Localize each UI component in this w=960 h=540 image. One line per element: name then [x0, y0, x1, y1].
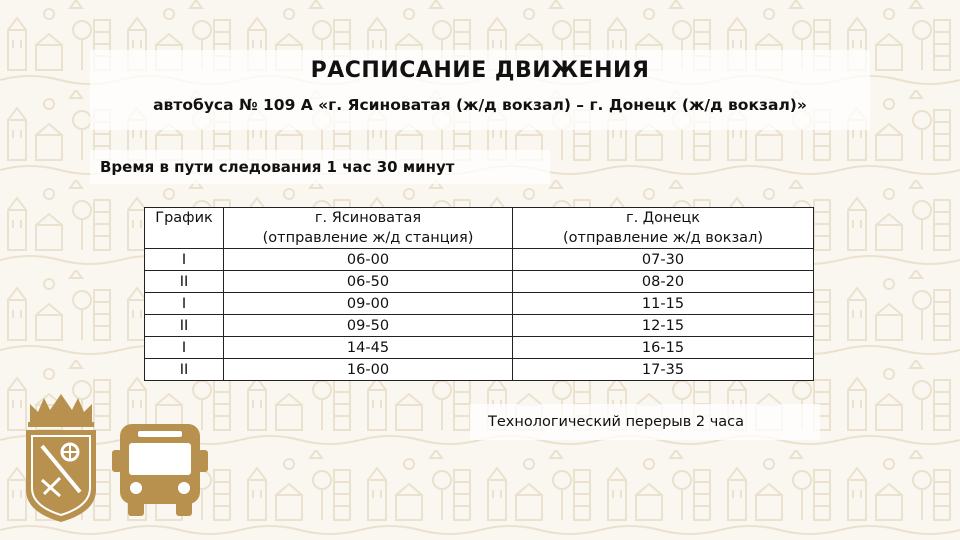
table-row — [145, 337, 814, 359]
schedule-table — [144, 207, 814, 381]
table-row — [145, 249, 814, 271]
travel-time: Время в пути следования 1 час 30 минут — [100, 158, 455, 176]
cell-from: 06-50 — [224, 271, 513, 293]
table-row — [145, 271, 814, 293]
table-header-row — [145, 208, 814, 249]
route-subtitle: автобуса № 109 А «г. Ясиноватая (ж/д вокзал) – г. Донецк (ж/д вокзал)» — [153, 96, 807, 114]
header-donetsk: г. Донецк (отправление ж/д вокзал) — [513, 208, 814, 249]
cell-from: 16-00 — [224, 359, 513, 381]
cell-schedule: II — [145, 359, 224, 381]
cell-schedule: I — [145, 293, 224, 315]
header-yasinovataya: г. Ясиноватая (отправление ж/д станция) — [224, 208, 513, 249]
cell-to: 12-15 — [513, 315, 814, 337]
cell-schedule: II — [145, 315, 224, 337]
city-emblem-icon — [20, 394, 102, 524]
bus-icon — [112, 424, 208, 518]
table-row — [145, 293, 814, 315]
cell-from: 09-00 — [224, 293, 513, 315]
cell-to: 08-20 — [513, 271, 814, 293]
cell-schedule: I — [145, 337, 224, 359]
table-row — [145, 359, 814, 381]
header-schedule: График — [145, 208, 224, 249]
cell-from: 06-00 — [224, 249, 513, 271]
cell-schedule: I — [145, 249, 224, 271]
table-row — [145, 315, 814, 337]
cell-schedule: II — [145, 271, 224, 293]
cell-from: 14-45 — [224, 337, 513, 359]
cell-to: 17-35 — [513, 359, 814, 381]
cell-from: 09-50 — [224, 315, 513, 337]
cell-to: 16-15 — [513, 337, 814, 359]
cell-to: 11-15 — [513, 293, 814, 315]
cell-to: 07-30 — [513, 249, 814, 271]
technical-break-note: Технологический перерыв 2 часа — [488, 414, 745, 430]
page-title: РАСПИСАНИЕ ДВИЖЕНИЯ — [310, 58, 650, 83]
